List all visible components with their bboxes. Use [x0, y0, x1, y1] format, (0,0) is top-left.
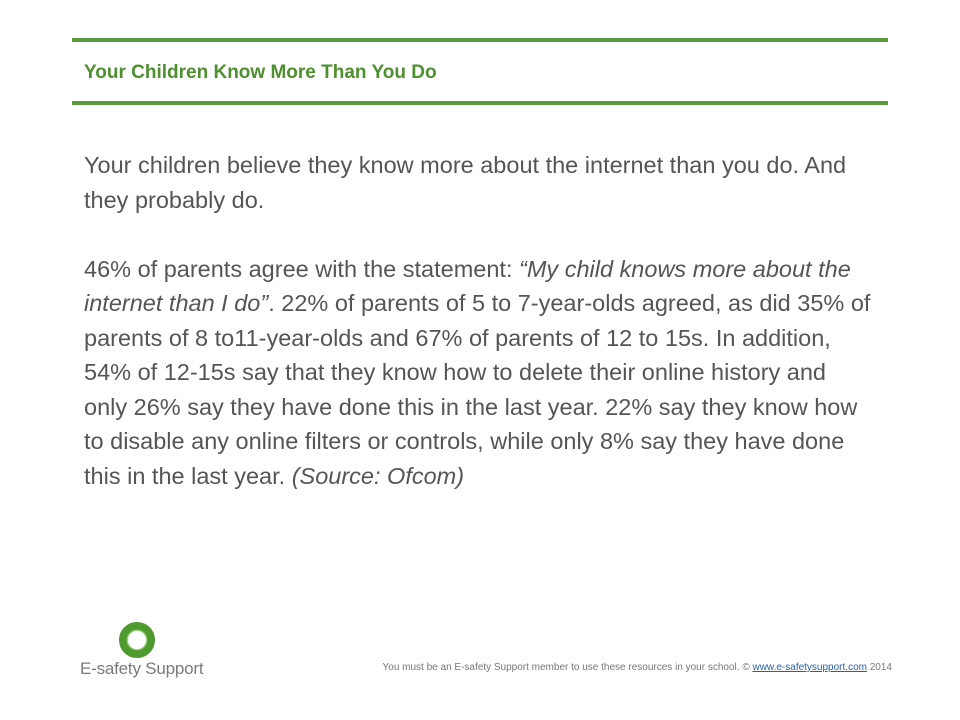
statistics-lead: 46% of parents agree with the statement:	[84, 255, 520, 282]
footer-year: 2014	[866, 662, 892, 673]
green-ring-icon	[118, 621, 156, 659]
logo-wordmark: E-safety Support	[80, 659, 204, 678]
slide-body	[84, 148, 874, 493]
title-bottom-rule	[72, 101, 888, 105]
statistics-details: . 22% of parents of 5 to 7-year-olds agreed, as did 35% of parents of 8 to11-year-olds and 67% of parents of 12 to 15s. In addition, 54% of 12-15s say that they know how to delete their online history and only 26% say they have done this in the last year. 22% say they know how to disable any online filters or controls, while only 8% say they have done this in the last year.	[84, 290, 871, 489]
footer-website-link[interactable]: www.e-safetysupport.com	[752, 662, 867, 673]
paragraph-intro: Your children believe they know more about the internet than you do. And they probably do.	[84, 152, 847, 213]
source-citation: (Source: Ofcom)	[291, 462, 465, 489]
esafety-logo	[80, 621, 204, 681]
title-top-rule	[72, 38, 888, 42]
parent-quote: “My child knows more about the internet than I do”	[84, 255, 851, 316]
slide-title: Your Children Know More Than You Do	[84, 62, 437, 83]
paragraph-statistics	[84, 252, 874, 494]
footer-text: You must be an E-safety Support member to use these resources in your school. ©	[382, 662, 753, 673]
footer-notice	[383, 662, 893, 673]
